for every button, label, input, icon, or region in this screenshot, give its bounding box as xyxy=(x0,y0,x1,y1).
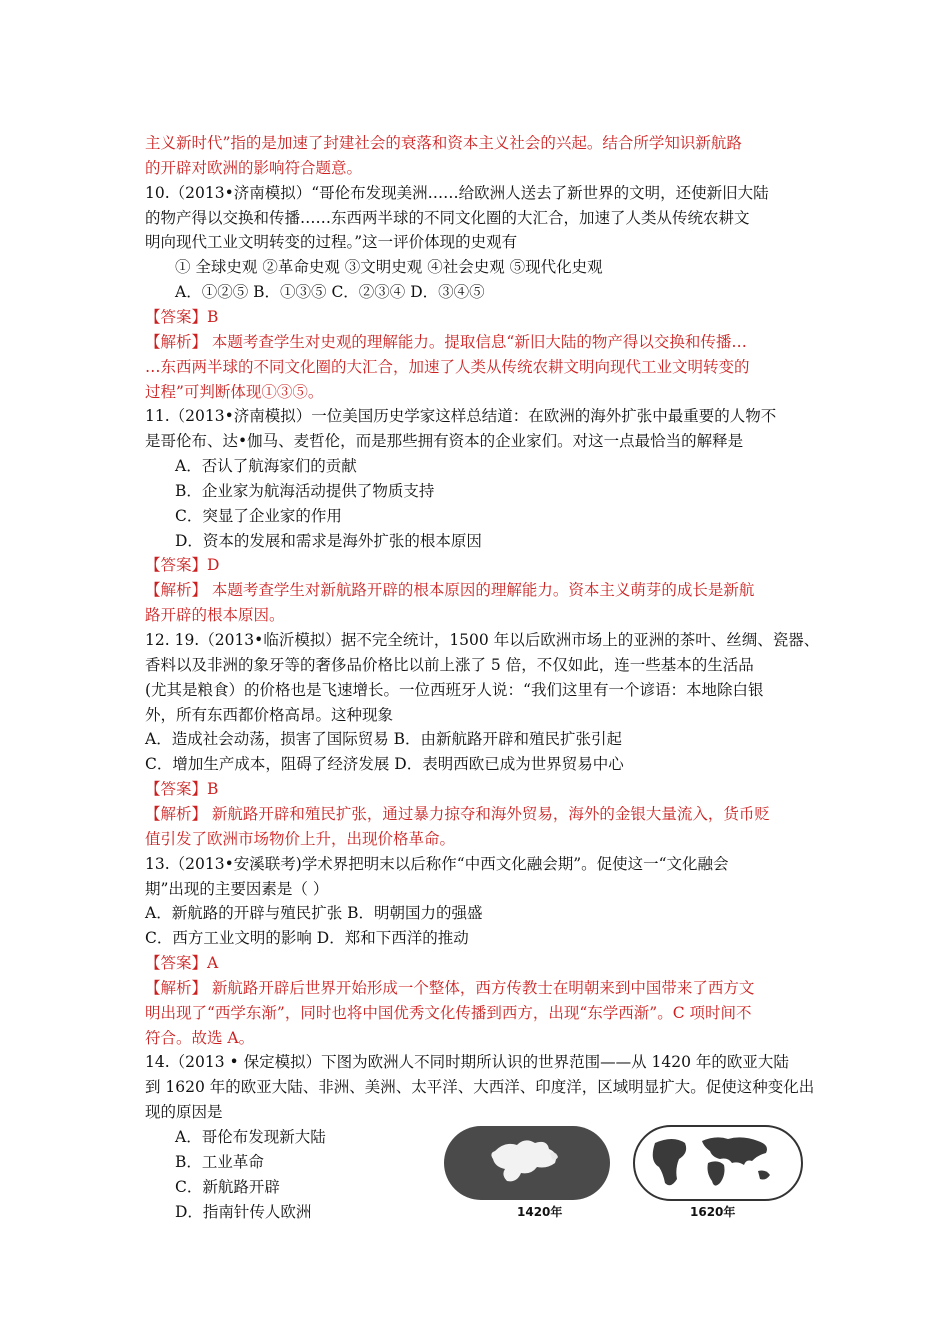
text-line: 13.（2013•安溪联考)学术界把明末以后称作“中西文化融会期”。促使这一“文化融会 xyxy=(145,854,729,873)
text-line: 14.（2013 • 保定模拟）下图为欧洲人不同时期所认识的世界范围——从 1420 年的欧亚大陆 xyxy=(145,1053,789,1072)
text-line: B．企业家为航海活动提供了物质支持 xyxy=(175,481,435,500)
text-line: 的开辟对欧洲的影响符合题意。 xyxy=(145,158,363,177)
text-line: A．①②⑤ B．①③⑤ C．②③④ D．③④⑤ xyxy=(175,283,485,302)
text-line: 到 1620 年的欧亚大陆、非洲、美洲、太平洋、大西洋、印度洋，区域明显扩大。促使这种变化出 xyxy=(145,1078,815,1097)
text-line: ① 全球史观 ②革命史观 ③文明史观 ④社会史观 ⑤现代化史观 xyxy=(175,258,603,277)
text-line: 【答案】D xyxy=(145,556,220,575)
text-line: C．突显了企业家的作用 xyxy=(175,506,342,525)
text-line: 香料以及非洲的象牙等的奢侈品价格比以前上涨了 5 倍，不仅如此，连一些基本的生活品 xyxy=(145,655,754,674)
text-line: …东西两半球的不同文化圈的大汇合，加速了人类从传统农耕文明向现代工业文明转变的 xyxy=(145,357,750,376)
map-caption-1620: 1620年 xyxy=(690,1205,736,1219)
text-line: 【解析】 本题考查学生对史观的理解能力。提取信息“新旧大陆的物产得以交换和传播… xyxy=(145,332,747,351)
text-line: 明向现代工业文明转变的过程。”这一评价体现的史观有 xyxy=(145,233,518,252)
text-line: 【答案】B xyxy=(145,780,219,799)
text-line: D．资本的发展和需求是海外扩张的根本原因 xyxy=(175,531,482,550)
text-line: 现的原因是 xyxy=(145,1103,223,1122)
text-line: 的物产得以交换和传播……东西两半球的不同文化圈的大汇合，加速了人类从传统农耕文 xyxy=(145,208,750,227)
text-line: 明出现了“西学东渐”，同时也将中国优秀文化传播到西方，出现“东学西渐”。C 项时间不 xyxy=(145,1003,752,1022)
text-line: B．工业革命 xyxy=(175,1152,264,1171)
text-line: 值引发了欧洲市场物价上升，出现价格革命。 xyxy=(145,829,456,848)
text-line: 符合。故选 A。 xyxy=(145,1028,255,1047)
text-line: (尤其是粮食）的价格也是飞速增长。一位西班牙人说：“我们这里有一个谚语：本地除白银 xyxy=(145,680,764,699)
world-maps-image xyxy=(440,1123,810,1205)
text-line: 【解析】 新航路开辟和殖民扩张，通过暴力掠夺和海外贸易，海外的金银大量流入，货币贬 xyxy=(145,804,770,823)
text-line: 期”出现的主要因素是（ ） xyxy=(145,879,329,898)
text-line: 是哥伦布、达•伽马、麦哲伦，而是那些拥有资本的企业家们。对这一点最恰当的解释是 xyxy=(145,432,744,451)
text-line: 12. 19.（2013•临沂模拟）据不完全统计，1500 年以后欧洲市场上的亚洲的茶叶、丝绸、瓷器、 xyxy=(145,631,820,649)
text-line: C．西方工业文明的影响 D．郑和下西洋的推动 xyxy=(145,929,469,948)
text-line: 【答案】B xyxy=(145,307,219,326)
text-line: C．新航路开辟 xyxy=(175,1177,280,1196)
text-line: C．增加生产成本，阻碍了经济发展 D．表明西欧已成为世界贸易中心 xyxy=(145,755,624,774)
text-line: A．造成社会动荡，损害了国际贸易 B．由新航路开辟和殖民扩张引起 xyxy=(145,730,623,749)
text-line: A．新航路的开辟与殖民扩张 B．明朝国力的强盛 xyxy=(145,904,483,923)
text-line: 【解析】 新航路开辟后世界开始形成一个整体，西方传教士在明朝来到中国带来了西方文 xyxy=(145,978,755,997)
text-line: 11.（2013•济南模拟）一位美国历史学家这样总结道：在欧洲的海外扩张中最重要的人物不 xyxy=(145,407,777,426)
text-line: 主义新时代”指的是加速了封建社会的衰落和资本主义社会的兴起。结合所学知识新航路 xyxy=(145,134,742,152)
world-maps-figure xyxy=(440,1123,810,1220)
text-line: 10.（2013•济南模拟）“哥伦布发现美洲……给欧洲人送去了新世界的文明，还使新旧大陆 xyxy=(145,183,769,202)
text-line: D．指南针传人欧洲 xyxy=(175,1202,312,1221)
text-line: 过程”可判断体现①③⑤。 xyxy=(145,382,324,401)
text-line: 【解析】 本题考查学生对新航路开辟的根本原因的理解能力。资本主义萌芽的成长是新航 xyxy=(145,581,755,600)
text-line: 【答案】A xyxy=(145,954,219,973)
text-line: A．否认了航海家们的贡献 xyxy=(175,457,357,476)
text-line: 外，所有东西都价格高昂。这种现象 xyxy=(145,705,394,724)
map-caption-1420: 1420年 xyxy=(517,1205,563,1219)
text-line: A．哥伦布发现新大陆 xyxy=(175,1128,326,1146)
text-line: 路开辟的根本原因。 xyxy=(145,606,285,625)
